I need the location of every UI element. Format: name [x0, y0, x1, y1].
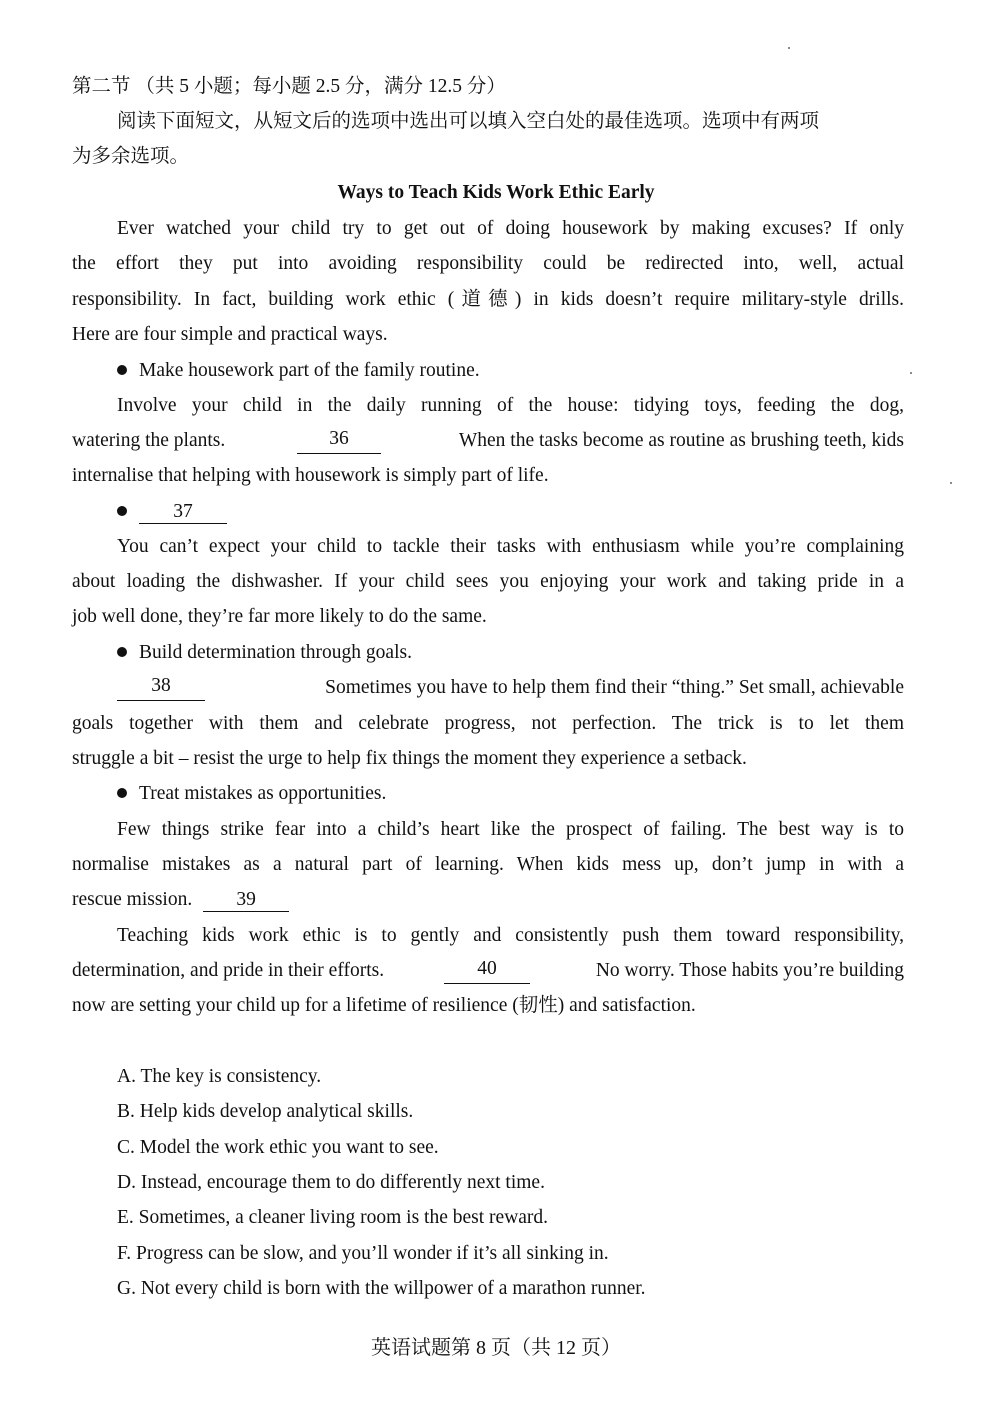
instruction-line: 为多余选项。	[72, 146, 190, 167]
option-d: D. Instead, encourage them to do differently next time.	[117, 1172, 545, 1193]
bullet-icon	[117, 788, 127, 798]
text-segment: No worry. Those habits you’re building	[595, 960, 904, 981]
bullet-icon	[117, 365, 127, 375]
paragraph-line: struggle a bit – resist the urge to help fix things the moment they experience a setback.	[72, 748, 747, 769]
bullet-icon	[117, 647, 127, 657]
paragraph-line: Few things strike fear into a child’s heart like the prospect of failing. The best way is to	[117, 819, 904, 840]
blank-40: 40	[444, 958, 530, 984]
text-segment: When the tasks become as routine as brushing teeth, kids	[458, 430, 904, 451]
option-e: E. Sometimes, a cleaner living room is the best reward.	[117, 1207, 549, 1228]
option-g: G. Not every child is born with the willpower of a marathon runner.	[117, 1278, 646, 1299]
paragraph-line: normalise mistakes as a natural part of learning. When kids mess up, don’t jump in with a	[72, 854, 904, 875]
paragraph-line	[72, 428, 904, 454]
paragraph-line: You can’t expect your child to tackle their tasks with enthusiasm while you’re complaining	[117, 536, 904, 557]
paragraph-line: Teaching kids work ethic is to gently and consistently push them toward responsibility,	[117, 925, 904, 946]
blank-37: 37	[139, 501, 227, 524]
blank-36: 36	[297, 428, 381, 454]
blank-39: 39	[203, 889, 289, 912]
paragraph-line: Ever watched your child try to get out of doing housework by making excuses? If only	[117, 218, 904, 239]
option-a: A. The key is consistency.	[117, 1066, 322, 1087]
paragraph-line	[117, 675, 904, 701]
paragraph-line: job well done, they’re far more likely to do the same.	[72, 606, 487, 627]
text-segment: determination, and pride in their efforts.	[72, 960, 385, 981]
scan-speck	[910, 372, 912, 374]
text-segment: Sometimes you have to help them find their “thing.” Set small, achievable	[325, 677, 904, 698]
page-footer: 英语试题第 8 页（共 12 页）	[371, 1337, 621, 1359]
bullet-text: Treat mistakes as opportunities.	[139, 783, 387, 804]
scan-speck	[950, 482, 952, 484]
paragraph-line: about loading the dishwasher. If your child sees you enjoying your work and taking pride in a	[72, 571, 904, 592]
option-b: B. Help kids develop analytical skills.	[117, 1101, 414, 1122]
text-segment: watering the plants.	[72, 430, 226, 451]
bullet-text: Build determination through goals.	[139, 642, 412, 663]
paragraph-line: internalise that helping with housework is simply part of life.	[72, 465, 549, 486]
text-segment: rescue mission.	[72, 889, 193, 910]
passage-title: Ways to Teach Kids Work Ethic Early	[337, 182, 655, 203]
paragraph-line	[72, 958, 904, 984]
option-f: F. Progress can be slow, and you’ll wonder if it’s all sinking in.	[117, 1243, 609, 1264]
option-c: C. Model the work ethic you want to see.	[117, 1137, 439, 1158]
paragraph-line: responsibility. In fact, building work ethic (道德) in kids doesn’t require military-style drills.	[72, 289, 904, 310]
scan-speck	[788, 47, 790, 49]
bullet-text: Make housework part of the family routine.	[139, 360, 480, 381]
bullet-heading	[117, 640, 904, 666]
paragraph-line: Here are four simple and practical ways.	[72, 324, 388, 345]
bullet-heading	[117, 781, 904, 807]
instruction-line: 阅读下面短文，从短文后的选项中选出可以填入空白处的最佳选项。选项中有两项	[117, 111, 820, 132]
blank-38: 38	[117, 675, 205, 701]
bullet-icon	[117, 506, 127, 516]
bullet-heading	[117, 499, 904, 525]
paragraph-line: the effort they put into avoiding responsibility could be redirected into, well, actual	[72, 253, 904, 274]
paragraph-line: Involve your child in the daily running of the house: tidying toys, feeding the dog,	[117, 395, 904, 416]
paragraph-line: now are setting your child up for a lifetime of resilience (韧性) and satisfaction.	[72, 995, 696, 1016]
section-heading: 第二节 （共 5 小题；每小题 2.5 分，满分 12.5 分）	[72, 76, 506, 97]
bullet-heading	[117, 358, 904, 384]
paragraph-line	[72, 887, 904, 913]
paragraph-line: goals together with them and celebrate progress, not perfection. The trick is to let them	[72, 713, 904, 734]
